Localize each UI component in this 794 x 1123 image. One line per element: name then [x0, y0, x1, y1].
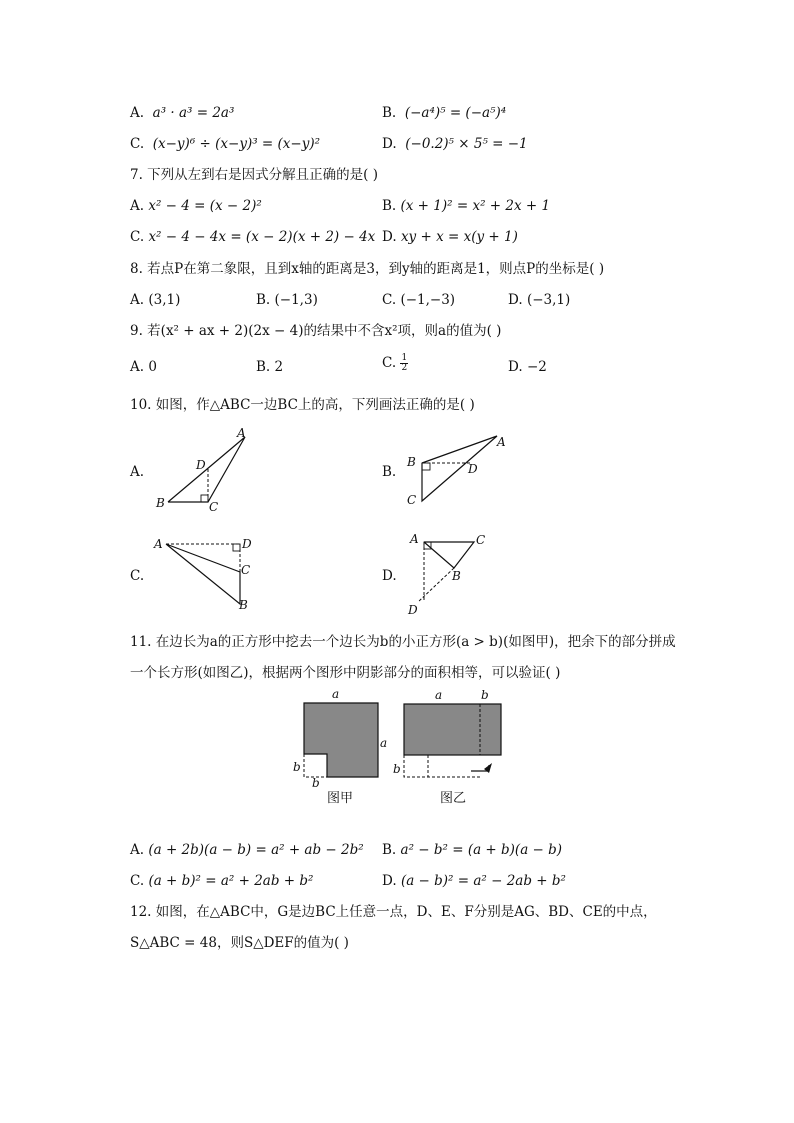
label-b: B: [239, 598, 248, 612]
q12-stem-line2: S△ABC = 48，则S△DEF的值为( ): [130, 935, 349, 951]
q10-option-d-label: D.: [382, 568, 397, 584]
fraction: $\frac{1}{2}$: [401, 353, 408, 373]
q10-figure-c: [152, 532, 262, 617]
option-label: A.: [130, 105, 145, 121]
q11-option-a: A. (a + 2b)(a − b) = a² + ab − 2b²: [130, 842, 364, 858]
label-a: A: [410, 532, 419, 546]
q9-option-a: A. 0: [130, 359, 157, 375]
caption-yi: 图乙: [440, 791, 467, 806]
option-label: D.: [382, 136, 397, 152]
q10-figure-a: [150, 425, 260, 515]
label-d: D: [408, 603, 418, 617]
q8-option-a: A. (3,1): [130, 292, 181, 308]
label-b-bottom: b: [312, 776, 320, 790]
q8-stem: 8. 若点P在第二象限，且到x轴的距离是3，到y轴的距离是1，则点P的坐标是( ): [130, 261, 605, 277]
label-c: C: [209, 500, 219, 514]
q7-option-d: D. xy + x = x(y + 1): [382, 229, 518, 245]
q9-stem: 9. 若(x² + ax + 2)(2x − 4)的结果中不含x²项，则a的值为( ): [130, 323, 502, 339]
label-a-top: a: [332, 687, 340, 701]
q8-option-b: B. (−1,3): [256, 292, 318, 308]
q7-option-b: B. (x + 1)² = x² + 2x + 1: [382, 198, 551, 214]
label-b: B: [452, 569, 461, 583]
q7-option-a: A. x² − 4 = (x − 2)²: [130, 198, 262, 214]
label-b: B: [407, 455, 416, 469]
q10-option-a-label: A.: [130, 464, 145, 480]
q9-option-b: B. 2: [256, 359, 284, 375]
option-label: B.: [382, 105, 397, 121]
option-label: C.: [130, 136, 145, 152]
label-d: D: [196, 458, 206, 472]
label-a: A: [497, 435, 506, 449]
q10-figure-d: [404, 530, 514, 620]
label-a: A: [237, 426, 246, 440]
altitude-dashed: [418, 568, 454, 602]
label-b-top: b: [481, 688, 489, 702]
triangle-abc: [168, 437, 245, 502]
option-text: (−0.2)⁵ × 5⁵ = −1: [405, 136, 528, 152]
right-angle-mark: [201, 495, 208, 502]
triangle-abc: [422, 436, 497, 501]
q9-option-d: D. −2: [508, 359, 547, 375]
caption-jia: 图甲: [327, 791, 354, 806]
q10-option-c-label: C.: [130, 568, 145, 584]
triangle-abc: [424, 542, 474, 568]
label-b-left: b: [393, 762, 401, 776]
label-c: C: [476, 533, 486, 547]
q8-option-c: C. (−1,−3): [382, 292, 456, 308]
q6-option-a: [130, 104, 234, 122]
option-text: (x−y)⁶ ÷ (x−y)³ = (x−y)²: [152, 136, 321, 152]
q11-option-d: D. (a − b)² = a² − 2ab + b²: [382, 873, 566, 889]
q6-option-b: [382, 104, 506, 122]
q11-stem-line1: 11. 在边长为a的正方形中挖去一个边长为b的小正方形(a > b)(如图甲)，把余下的部分拼成: [130, 634, 676, 650]
q8-option-d: D. (−3,1): [508, 292, 571, 308]
q7-stem: 7. 下列从左到右是因式分解且正确的是( ): [130, 167, 378, 183]
q11-stem-line2: 一个长方形(如图乙)，根据两个图形中阴影部分的面积相等，可以验证( ): [130, 665, 561, 681]
label-c: C: [241, 563, 251, 577]
label-d: D: [468, 462, 478, 476]
q10-stem: 10. 如图，作△ABC一边BC上的高，下列画法正确的是( ): [130, 397, 475, 413]
shaded-region: [304, 703, 378, 777]
q11-figure-yi: [393, 685, 508, 785]
q7-option-c: C. x² − 4 − 4x = (x − 2)(x + 2) − 4x: [130, 229, 376, 245]
label-b: B: [156, 496, 165, 510]
right-angle-mark: [233, 544, 240, 551]
lower-outline-dashed: [404, 755, 480, 777]
right-angle-mark: [422, 463, 430, 470]
label-c: C: [407, 493, 417, 507]
q9-option-c: C. $\frac{1}{2}$: [382, 353, 408, 373]
label-b-left: b: [293, 760, 301, 774]
triangle-abc: [166, 544, 240, 604]
q11-figure-jia: [290, 685, 400, 790]
label-a-top: a: [435, 688, 443, 702]
option-text: a³ · a³ = 2a³: [152, 105, 235, 121]
q12-stem-line1: 12. 如图，在△ABC中，G是边BC上任意一点，D、E、F分别是AG、BD、CE的中点，: [130, 904, 657, 920]
q11-option-b: B. a² − b² = (a + b)(a − b): [382, 842, 563, 858]
label-a-right: a: [380, 736, 388, 750]
q10-option-b-label: B.: [382, 464, 397, 480]
q6-option-d: [382, 135, 528, 153]
q10-figure-b: [402, 430, 512, 510]
label-a: A: [154, 537, 163, 551]
label-d: D: [242, 537, 252, 551]
q11-option-c: C. (a + b)² = a² + 2ab + b²: [130, 873, 314, 889]
option-text: (−a⁴)⁵ = (−a⁵)⁴: [404, 105, 507, 121]
removed-square-dashed: [304, 754, 327, 777]
q6-option-c: [130, 135, 320, 153]
shaded-rectangle: [404, 704, 501, 755]
